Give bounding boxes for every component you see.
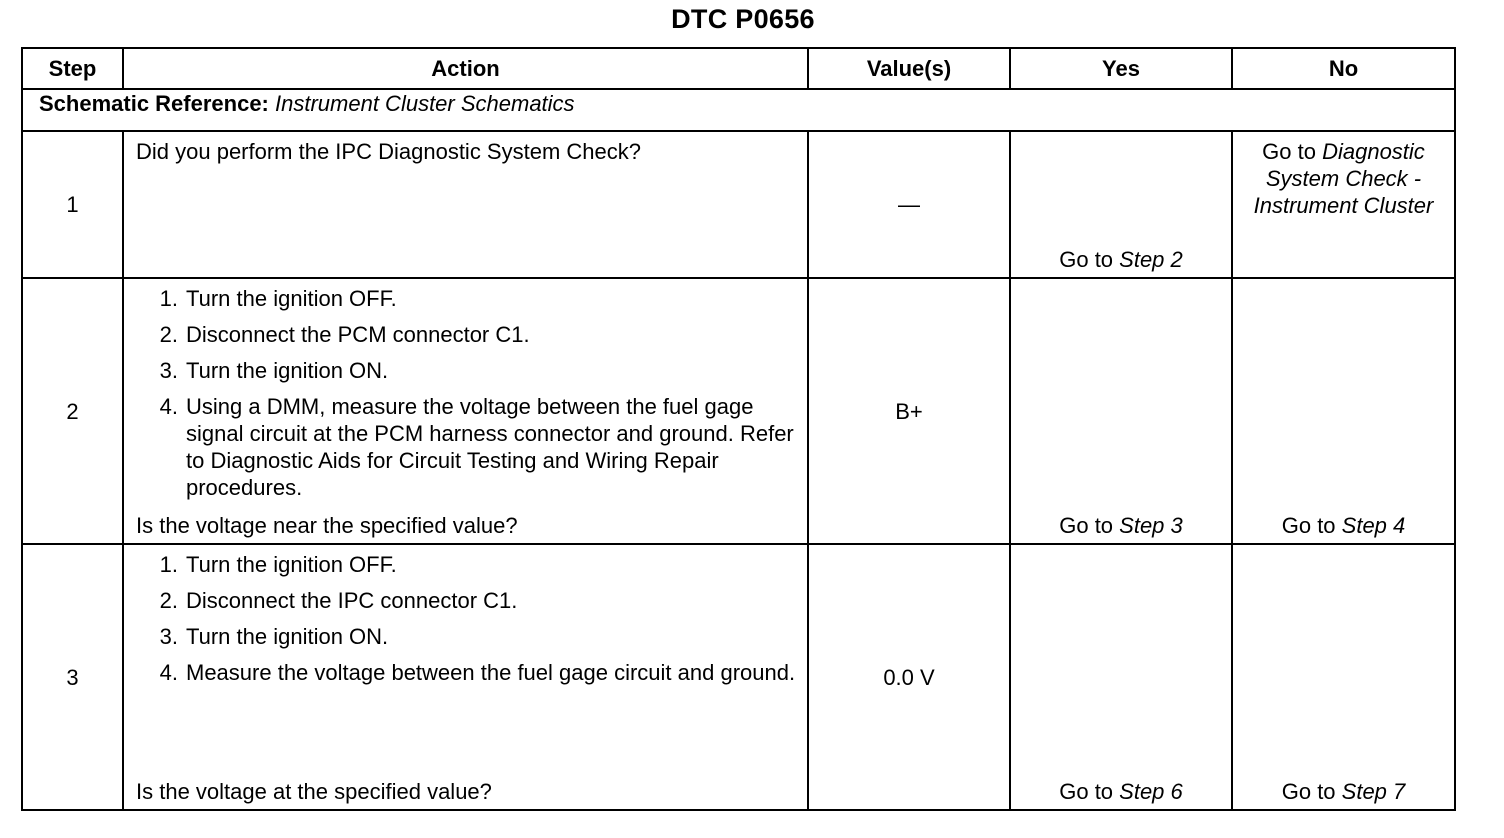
no-cell [1232, 278, 1455, 544]
table-row [22, 544, 1455, 810]
header-no: No [1232, 48, 1455, 89]
header-yes: Yes [1010, 48, 1232, 89]
header-values: Value(s) [808, 48, 1010, 89]
yes-target: Step 2 [1119, 247, 1183, 272]
question-text: Is the voltage near the specified value? [136, 513, 518, 538]
value-cell: 0.0 V [808, 544, 1010, 810]
list-item: 2. Disconnect the PCM connector C1. [159, 322, 530, 347]
yes-cell [1010, 544, 1232, 810]
header-action: Action [123, 48, 808, 89]
list-item: 4. Using a DMM, measure the voltage between the fuel gage signal circuit at the PCM harness connector and ground. Refer to Diagnostic Aids for Circuit Testing and Wiring Repair procedures. [159, 394, 794, 500]
no-prefix: Go to [1281, 779, 1342, 804]
table-row [22, 131, 1455, 278]
yes-prefix: Go to [1059, 779, 1120, 804]
list-item: 1. Turn the ignition OFF. [159, 286, 397, 311]
no-target: Diagnostic System Check - Instrument Cluster [1253, 139, 1434, 218]
action-cell [123, 131, 808, 278]
step-number: 2 [22, 278, 123, 544]
yes-prefix: Go to [1059, 247, 1120, 272]
yes-target: Step 6 [1119, 779, 1183, 804]
no-target: Step 7 [1341, 779, 1406, 804]
yes-cell [1010, 131, 1232, 278]
no-target: Step 4 [1341, 513, 1406, 538]
header-step: Step [22, 48, 123, 89]
no-prefix: Go to [1262, 139, 1323, 164]
step-number: 1 [22, 131, 123, 278]
yes-prefix: Go to [1059, 513, 1120, 538]
yes-target: Step 3 [1119, 513, 1183, 538]
list-item: 1. Turn the ignition OFF. [159, 552, 397, 577]
no-cell [1232, 131, 1455, 278]
table-row [22, 278, 1455, 544]
step-number: 3 [22, 544, 123, 810]
no-prefix: Go to [1281, 513, 1342, 538]
question-text: Did you perform the IPC Diagnostic System Check? [136, 139, 641, 164]
list-item: 2. Disconnect the IPC connector C1. [159, 588, 518, 613]
schematic-row [22, 89, 1455, 131]
action-list [136, 279, 803, 501]
action-cell [123, 544, 808, 810]
page-title: DTC P0656 [671, 4, 815, 34]
no-cell [1232, 544, 1455, 810]
schematic-label: Schematic Reference: [39, 91, 269, 116]
header-row [22, 48, 1455, 89]
action-list [136, 545, 803, 686]
value-cell: — [808, 131, 1010, 278]
yes-cell [1010, 278, 1232, 544]
list-item: 3. Turn the ignition ON. [159, 358, 389, 383]
diagnostic-table [21, 47, 1456, 811]
schematic-reference: Instrument Cluster Schematics [275, 91, 575, 116]
question-text: Is the voltage at the specified value? [136, 779, 492, 804]
value-cell: B+ [808, 278, 1010, 544]
list-item: 3. Turn the ignition ON. [159, 624, 389, 649]
action-cell [123, 278, 808, 544]
list-item: 4. Measure the voltage between the fuel gage circuit and ground. [159, 660, 796, 685]
